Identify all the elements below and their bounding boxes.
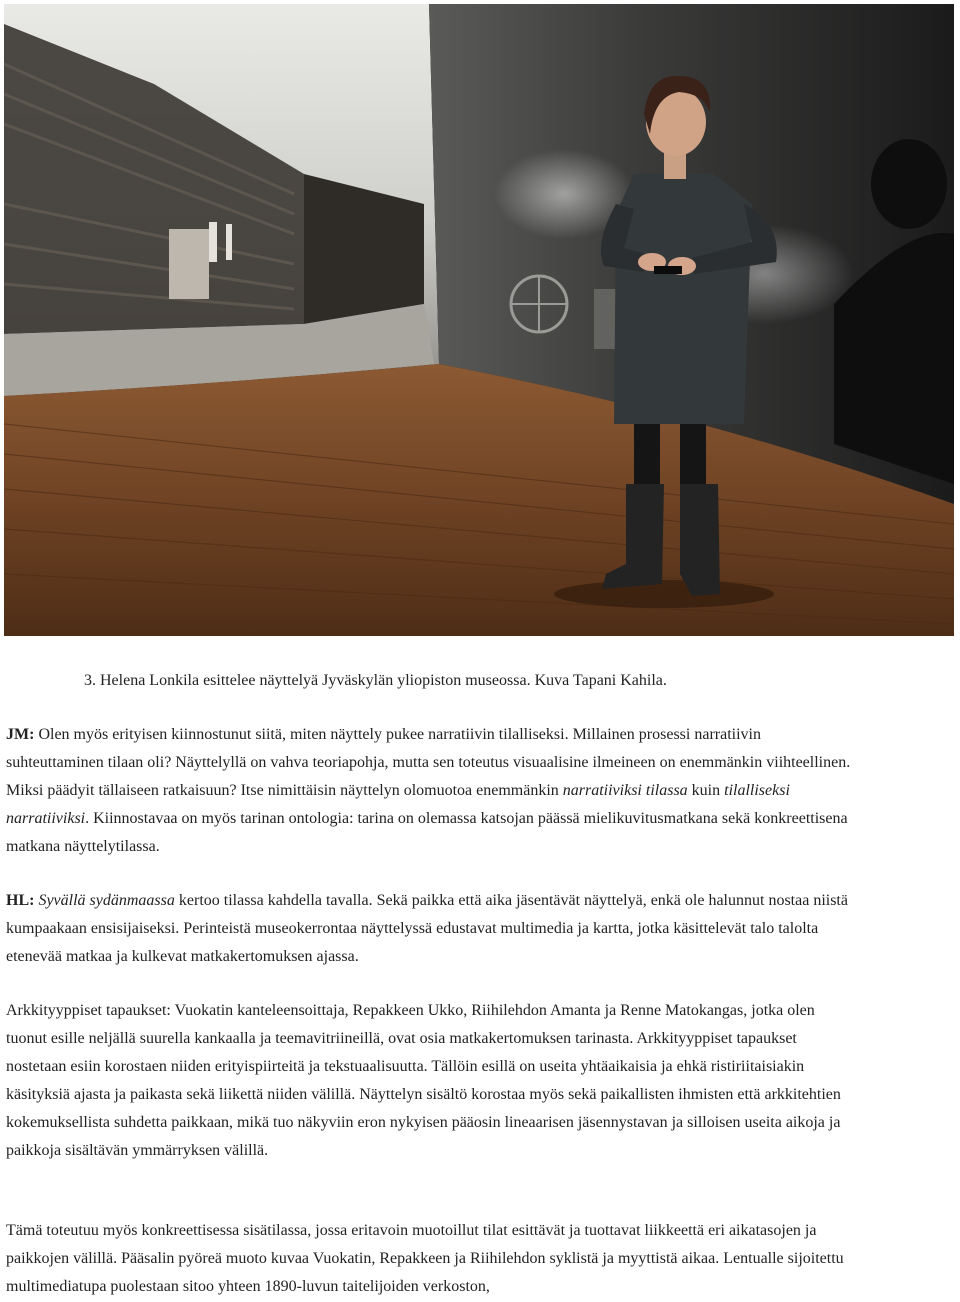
exhibition-photo bbox=[4, 4, 954, 636]
paragraph-jm-question bbox=[6, 721, 856, 861]
paragraph-interior-space: Tämä toteutuu myös konkreettisessa sisätilassa, jossa eritavoin muotoillut tilat esittävät ja tuottavat liikkeettä eri aikatasojen ja paikkojen välillä. Pääsalin pyöreä muoto kuvaa Vuokatin, Repakkeen ja Riihilehdon syklistä ja myyttistä aikaa. Lentualle sijoitettu multimediatupa puolestaan sitoo yhteen 1890-luvun taitelijoiden verkoston, bbox=[6, 1222, 844, 1295]
speaker-label: HL: bbox=[6, 892, 35, 909]
emphasis-text: narratiiviksi tilassa bbox=[562, 782, 688, 799]
paragraph-archetypes: Arkkityyppiset tapaukset: Vuokatin kanteleensoittaja, Repakkeen Ukko, Riihilehdon Amanta ja Renne Matokangas, jotka olen tuonut esille neljällä suurella kankaalla ja teemavitriineillä, ovat osia matkakertomuksen tarinasta. Arkkityyppiset tapaukset nostetaan esiin korostaen niiden erityispiirteitä ja tekstuaalisuutta. Tällöin esillä on useita yhtäaikaisia ja ehkä ristiriitaisiakin käsityksiä ajasta ja paikasta sekä liikettä niiden välillä. Näyttelyn sisältö korostaa myös sekä paikallisten ihmisten että arkkitehtien kokemuksellista suhdetta paikkaan, mikä tuo näkyviin eron nykyisen pääosin lineaarisen jäsennystavan ja silloisen useita aikoja ja paikkoja sisältävän ymmärryksen välillä. bbox=[6, 1002, 841, 1159]
paragraph-text: kuin bbox=[687, 782, 725, 799]
paragraph-text: Olen myös erityisen kiinnostunut siitä, miten näyttely pukee narratiivin tilalliseksi. Millainen prosessi narratiivin suhteuttaminen tilaan oli? Näyttelyllä on vahva teoriapohja, mutta sen toteutus visuaalisine ilmeineen on enemmänkin viihteellinen. Miksi päädyit tällaiseen ratkaisuun? Itse nimittäisin näyttelyn olomuotoa enemmänkin bbox=[6, 726, 851, 799]
emphasis-text: tilalliseksi narratiiviksi bbox=[6, 782, 790, 827]
speaker-label: JM: bbox=[6, 726, 35, 743]
photo-caption: 3. Helena Lonkila esittelee näyttelyä Jyväskylän yliopiston museossa. Kuva Tapani Kahila. bbox=[84, 672, 667, 689]
photo-illustration bbox=[4, 4, 954, 636]
paragraph-text: . Kiinnostavaa on myös tarinan ontologia: tarina on olemassa katsojan päässä mielikuvitusmatkana sekä konkreettisena matkana näyttelytilassa. bbox=[6, 810, 848, 855]
paragraph-text: kertoo tilassa kahdella tavalla. Sekä paikka että aika jäsentävät näyttelyä, enkä ole halunnut nostaa niistä kumpaakaan ensisijaiseksi. Perinteistä museokerrontaa näyttelyssä edustavat multimedia ja kartta, jotka käsittelevät talo talolta etenevää matkaa ja kulkevat matkakertomuksen ajassa. bbox=[6, 892, 848, 965]
paragraph-hl-answer bbox=[6, 887, 856, 971]
emphasis-text: Syvällä sydänmaassa bbox=[38, 892, 175, 909]
